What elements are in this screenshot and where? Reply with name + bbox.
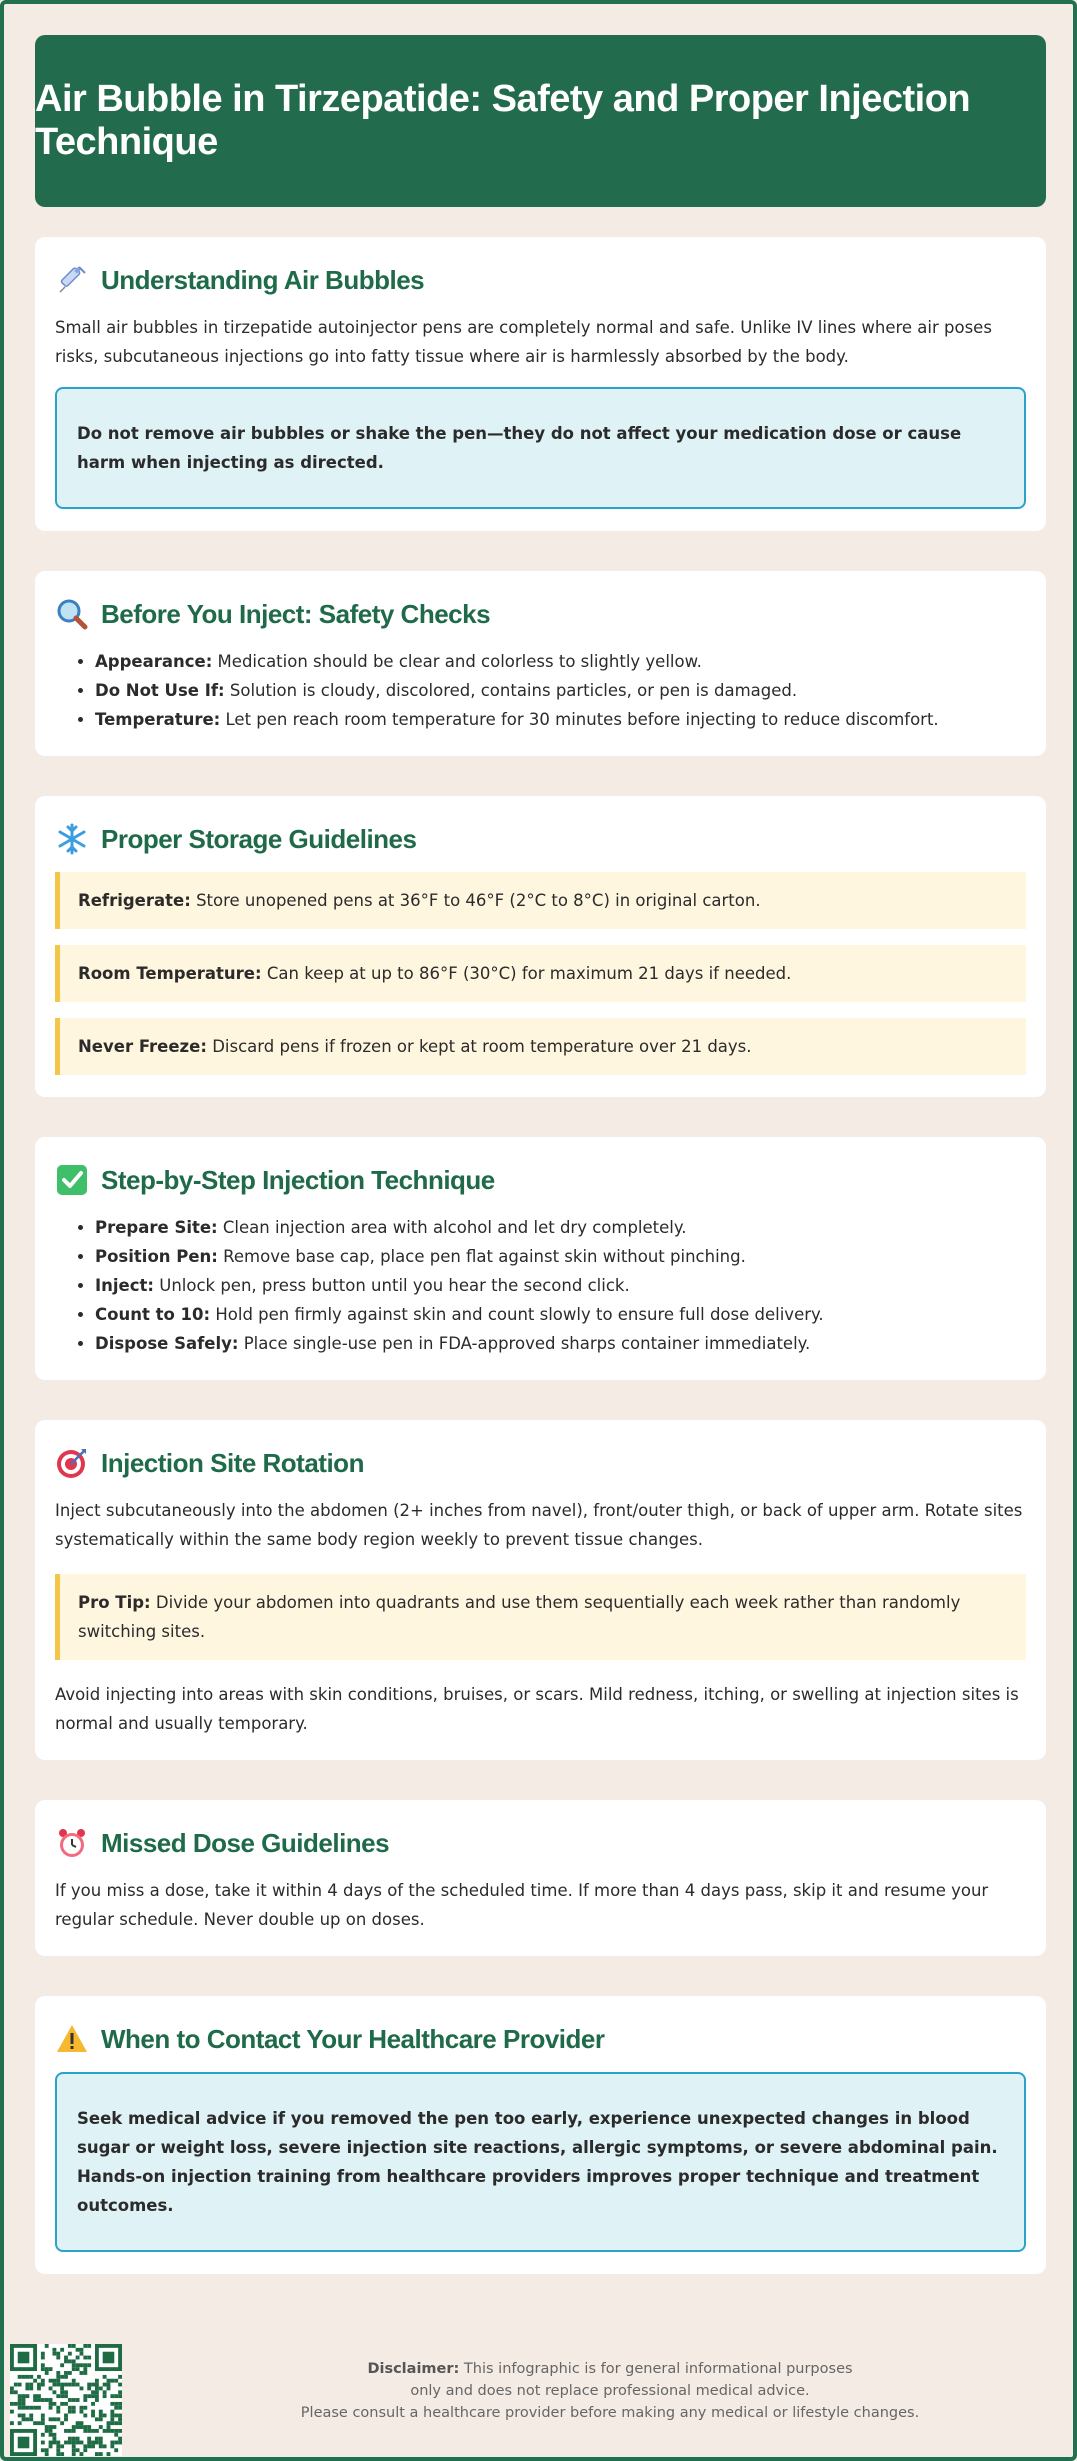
target-icon — [55, 1446, 89, 1480]
section-understanding-air-bubbles — [35, 237, 1046, 531]
section-injection-technique — [35, 1137, 1046, 1380]
section-safety-checks — [35, 571, 1046, 756]
qr-code[interactable] — [10, 2344, 122, 2456]
section-title: Proper Storage Guidelines — [101, 823, 417, 854]
section-title: Before You Inject: Safety Checks — [101, 598, 491, 629]
footer — [10, 2344, 1070, 2459]
section-heading — [55, 1442, 1026, 1484]
section-heading — [55, 1159, 1026, 1201]
storage-tip: Room Temperature: Can keep at up to 86°F (30°C) for maximum 21 days if needed. — [55, 945, 1026, 1002]
section-heading — [55, 1822, 1026, 1864]
section-text: Small air bubbles in tirzepatide autoinjector pens are completely normal and safe. Unlike IV lines where air poses risks, subcutaneous injections go into fatty tissue where air is harmlessly absorbed by the body. — [55, 318, 992, 366]
section-storage-guidelines — [35, 796, 1046, 1097]
list-item: • Count to 10: Hold pen firmly against skin and count slowly to ensure full dose delivery. — [95, 1300, 1026, 1329]
storage-tip: Never Freeze: Discard pens if frozen or kept at room temperature over 21 days. — [55, 1018, 1026, 1075]
checkmark-icon — [55, 1163, 89, 1197]
section-text: Inject subcutaneously into the abdomen (2+ inches from navel), front/outer thigh, or back of upper arm. Rotate sites systematically within the same body region weekly to prevent tissue changes. — [55, 1501, 1023, 1549]
info-callout — [55, 387, 1026, 509]
section-text: If you miss a dose, take it within 4 days of the scheduled time. If more than 4 days pass, skip it and resume your regular schedule. Never double up on doses. — [55, 1881, 989, 1929]
section-title: Step-by-Step Injection Technique — [101, 1164, 495, 1195]
section-text: Avoid injecting into areas with skin conditions, bruises, or scars. Mild redness, itching, or swelling at injection sites is normal and usually temporary. — [55, 1685, 1019, 1733]
section-contact-provider — [35, 1996, 1046, 2274]
section-title: When to Contact Your Healthcare Provider — [101, 2023, 605, 2054]
section-title: Understanding Air Bubbles — [101, 264, 425, 295]
storage-tip: Refrigerate: Store unopened pens at 36°F to 46°F (2°C to 8°C) in original carton. — [55, 872, 1026, 929]
list-item: • Inject: Unlock pen, press button until you hear the second click. — [95, 1271, 1026, 1300]
section-heading — [55, 818, 1026, 860]
snowflake-icon — [55, 822, 89, 856]
disclaimer: Disclaimer: This infographic is for general informational purposes only and does not replace professional medical advice. Please consult a healthcare provider before making any medical or lifestyle changes. — [300, 2361, 920, 2421]
infographic — [35, 35, 1046, 2274]
callout-text: Seek medical advice if you removed the pen too early, experience unexpected changes in blood sugar or weight loss, severe injection site reactions, allergic symptoms, or severe abdominal pain. Hands-on injection training from healthcare providers improves proper technique and treatment outcomes. — [77, 2109, 998, 2215]
section-heading — [55, 2018, 1026, 2060]
section-heading — [55, 593, 1026, 635]
steps-list — [55, 1213, 1026, 1358]
section-heading — [55, 259, 1026, 301]
list-item: • Position Pen: Remove base cap, place pen flat against skin without pinching. — [95, 1242, 1026, 1271]
list-item: • Temperature: Let pen reach room temperature for 30 minutes before injecting to reduce discomfort. — [95, 705, 1026, 734]
magnifier-icon — [55, 597, 89, 631]
warning-icon — [55, 2022, 89, 2056]
page-title: Air Bubble in Tirzepatide: Safety and Proper Injection Technique — [35, 78, 971, 163]
list-item: • Appearance: Medication should be clear and colorless to slightly yellow. — [95, 647, 1026, 676]
page-header — [35, 35, 1046, 207]
alarm-clock-icon — [55, 1826, 89, 1860]
safety-checks-list — [55, 647, 1026, 734]
callout-text: Do not remove air bubbles or shake the pen—they do not affect your medication dose or cause harm when injecting as directed. — [77, 424, 962, 472]
list-item: • Do Not Use If: Solution is cloudy, discolored, contains particles, or pen is damaged. — [95, 676, 1026, 705]
section-site-rotation — [35, 1420, 1046, 1760]
section-title: Missed Dose Guidelines — [101, 1827, 390, 1858]
pro-tip: Pro Tip: Divide your abdomen into quadrants and use them sequentially each week rather than randomly switching sites. — [55, 1574, 1026, 1660]
section-missed-dose — [35, 1800, 1046, 1956]
warning-callout — [55, 2072, 1026, 2252]
syringe-icon — [55, 263, 89, 297]
list-item: • Dispose Safely: Place single-use pen in FDA-approved sharps container immediately. — [95, 1329, 1026, 1358]
section-title: Injection Site Rotation — [101, 1447, 364, 1478]
list-item: • Prepare Site: Clean injection area with alcohol and let dry completely. — [95, 1213, 1026, 1242]
